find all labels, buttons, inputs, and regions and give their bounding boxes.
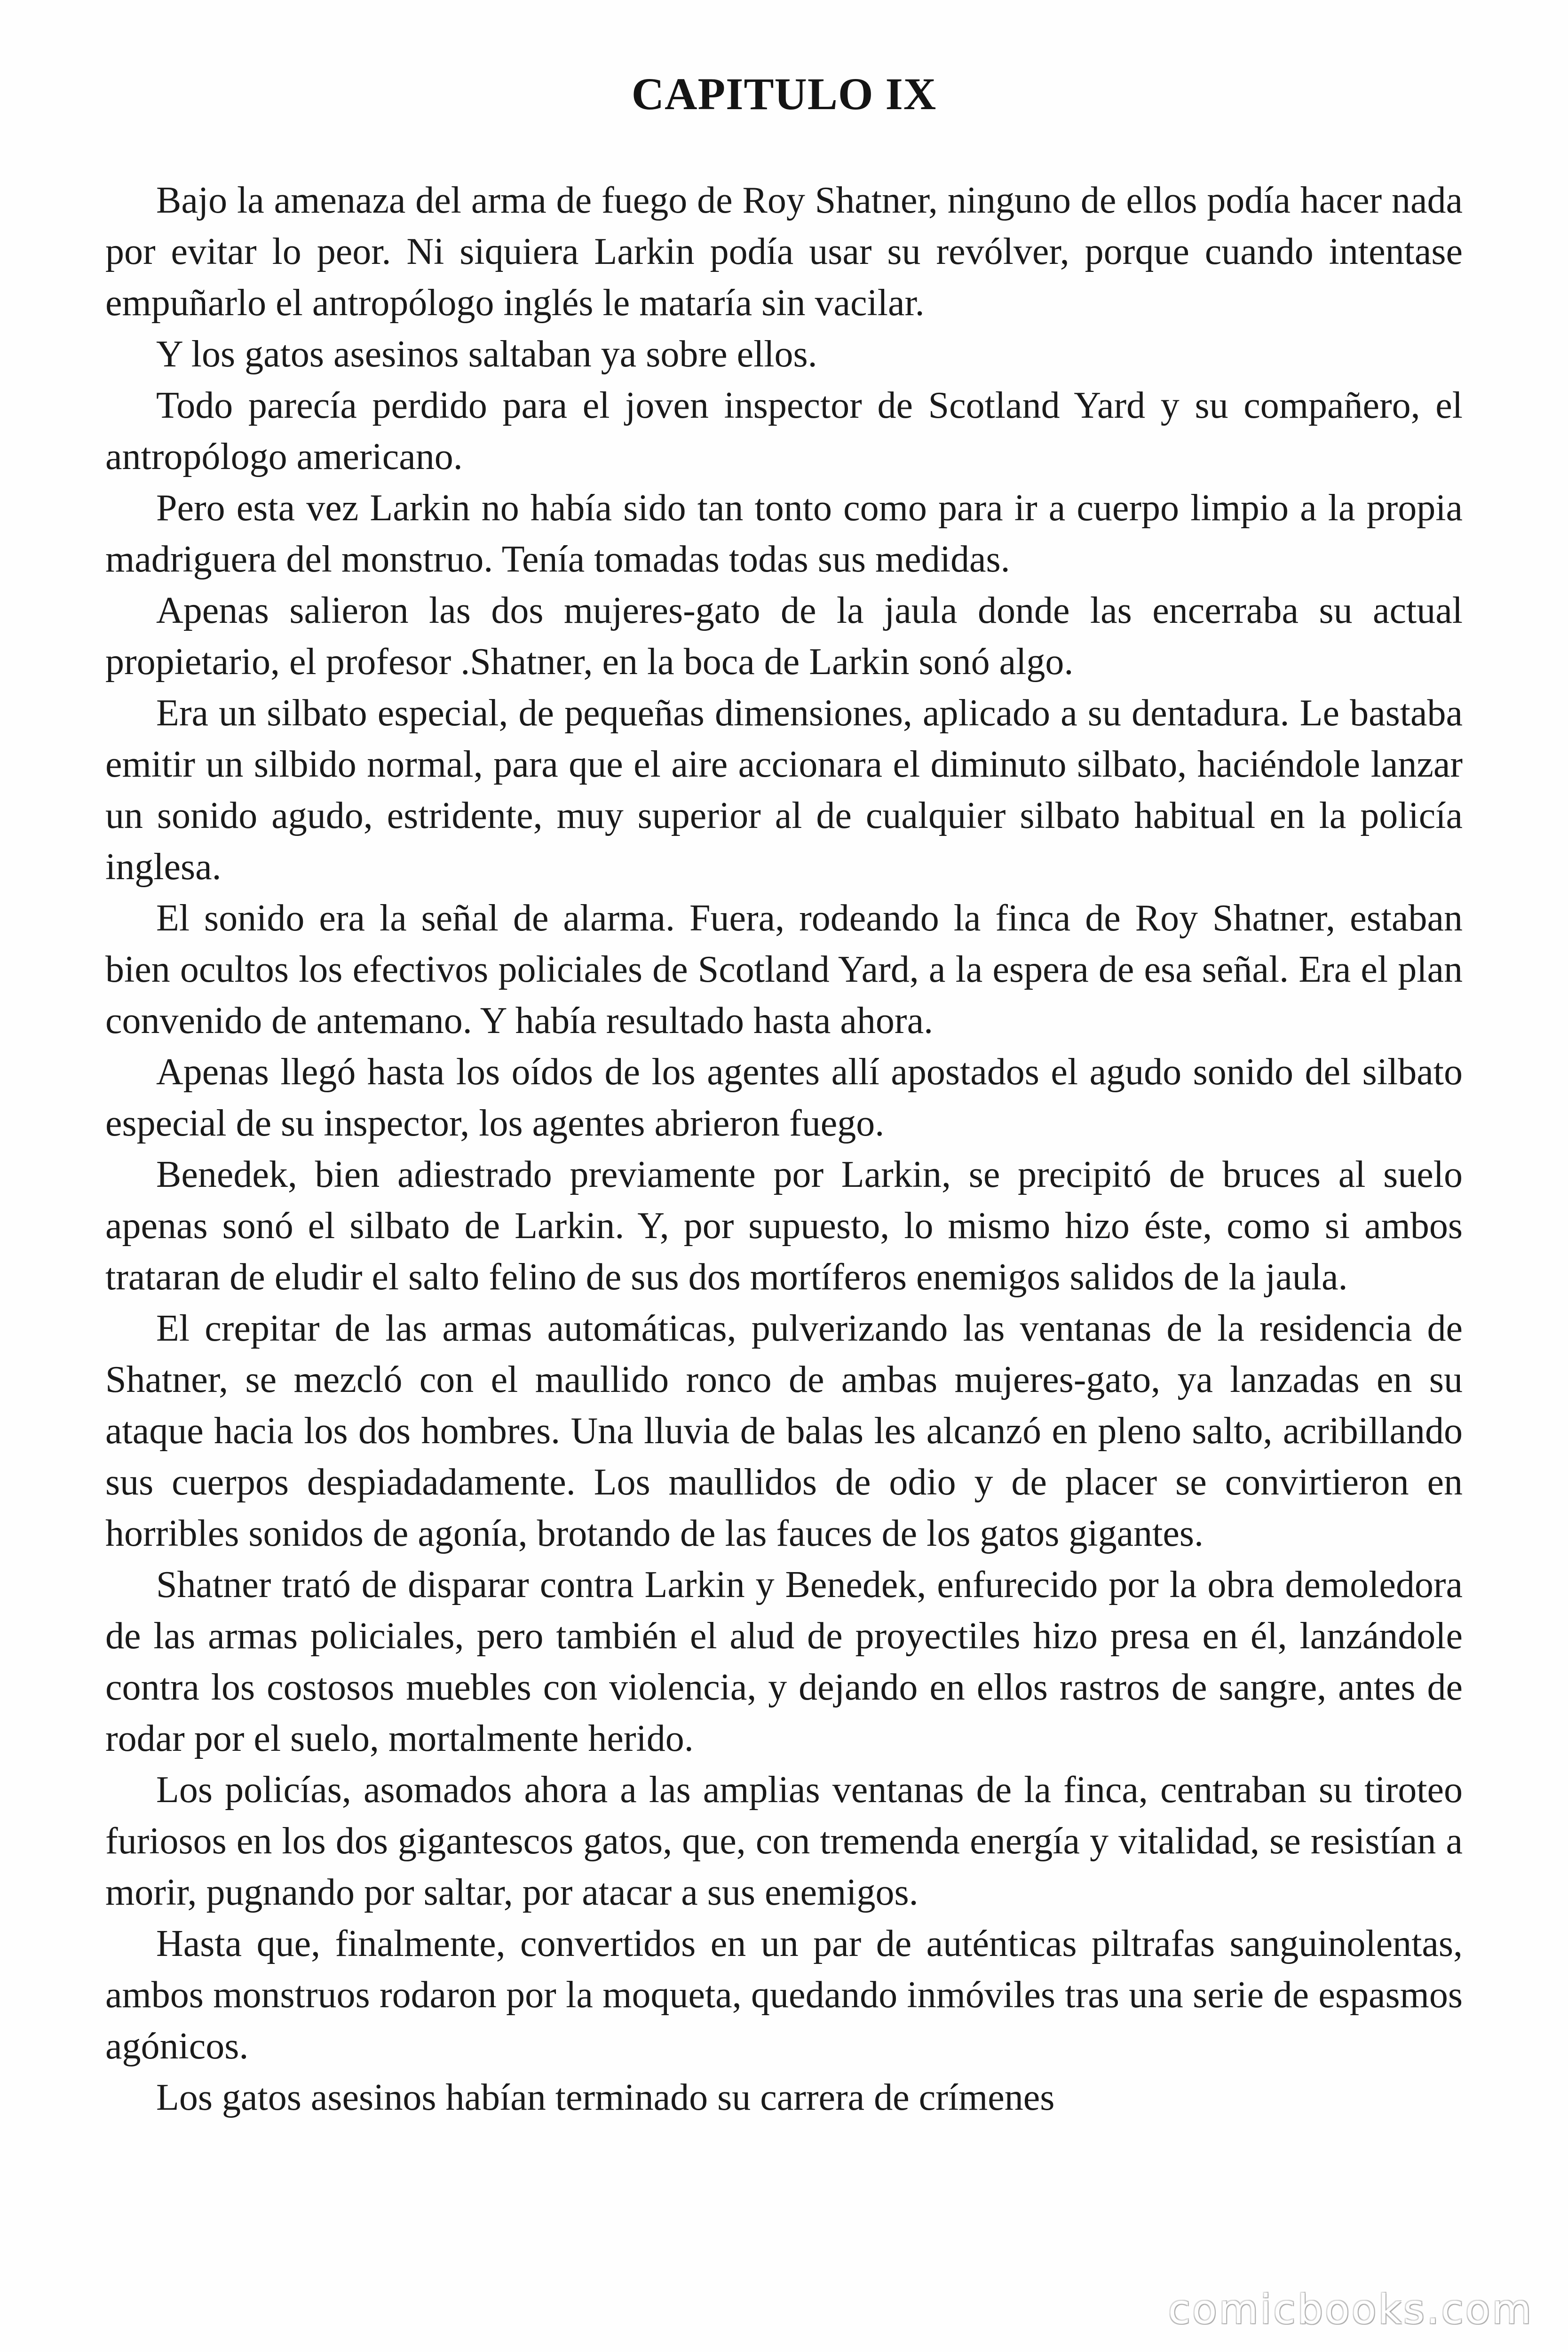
paragraph: El crepitar de las armas automáticas, pulverizando las ventanas de la residencia de Shatner, se mezcló con el maullido ronco de ambas mujeres-gato, ya lanzadas en su ataque hacia los dos hombres. Una lluvia de balas les alcanzó en pleno salto, acribillando sus cuerpos despiadadamente. Los maullidos de odio y de placer se convirtieron en horribles sonidos de agonía, brotando de las fauces de los gatos gigantes.	[105, 1308, 1463, 1554]
chapter-title: CAPITULO IX	[631, 69, 937, 119]
paragraph: Los gatos asesinos habían terminado su carrera de crímenes	[156, 2077, 1055, 2118]
paragraph: Apenas salieron las dos mujeres-gato de la jaula donde las encerraba su actual propietario, el profesor .Shatner, en la boca de Larkin sonó algo.	[105, 590, 1463, 683]
paragraph: Shatner trató de disparar contra Larkin y Benedek, enfurecido por la obra demoledora de las armas policiales, pero también el alud de proyectiles hizo presa en él, lanzándole contra los costosos muebles con violencia, y dejando en ellos rastros de sangre, antes de rodar por el suelo, mortalmente herido.	[105, 1564, 1463, 1759]
paragraph: Apenas llegó hasta los oídos de los agentes allí apostados el agudo sonido del silbato especial de su inspector, los agentes abrieron fuego.	[105, 1051, 1463, 1144]
paragraph: El sonido era la señal de alarma. Fuera, rodeando la finca de Roy Shatner, estaban bien ocultos los efectivos policiales de Scotland Yard, a la espera de esa señal. Era el plan convenido de antemano. Y había resultado hasta ahora.	[105, 898, 1463, 1041]
paragraph: Pero esta vez Larkin no había sido tan tonto como para ir a cuerpo limpio a la propia madriguera del monstruo. Tenía tomadas todas sus medidas.	[105, 487, 1463, 580]
paragraph: Benedek, bien adiestrado previamente por Larkin, se precipitó de bruces al suelo apenas sonó el silbato de Larkin. Y, por supuesto, lo mismo hizo éste, como si ambos trataran de eludir el salto felino de sus dos mortíferos enemigos salidos de la jaula.	[105, 1154, 1463, 1298]
paragraph: Y los gatos asesinos saltaban ya sobre ellos.	[156, 334, 817, 375]
paragraph: Los policías, asomados ahora a las amplias ventanas de la finca, centraban su tiroteo furiosos en los dos gigantescos gatos, que, con tremenda energía y vitalidad, se resistían a morir, pugnando por saltar, por atacar a sus enemigos.	[105, 1769, 1463, 1913]
paragraph: Era un silbato especial, de pequeñas dimensiones, aplicado a su dentadura. Le bastaba emitir un silbido normal, para que el aire accionara el diminuto silbato, haciéndole lanzar un sonido agudo, estridente, muy superior al de cualquier silbato habitual en la policía inglesa.	[105, 692, 1463, 888]
paragraph: Todo parecía perdido para el joven inspector de Scotland Yard y su compañero, el antropólogo americano.	[105, 385, 1463, 477]
paragraph: Hasta que, finalmente, convertidos en un par de auténticas piltrafas sanguinolentas, ambos monstruos rodaron por la moqueta, quedando inmóviles tras una serie de espasmos agónicos.	[105, 1923, 1463, 2067]
paragraph: Bajo la amenaza del arma de fuego de Roy Shatner, ninguno de ellos podía hacer nada por evitar lo peor. Ni siquiera Larkin podía usar su revólver, porque cuando intentase empuñarlo el antropólogo inglés le mataría sin vacilar.	[105, 180, 1463, 324]
chapter-body	[105, 175, 1463, 2123]
watermark-logo: comicbooks.com	[1168, 2286, 1533, 2333]
